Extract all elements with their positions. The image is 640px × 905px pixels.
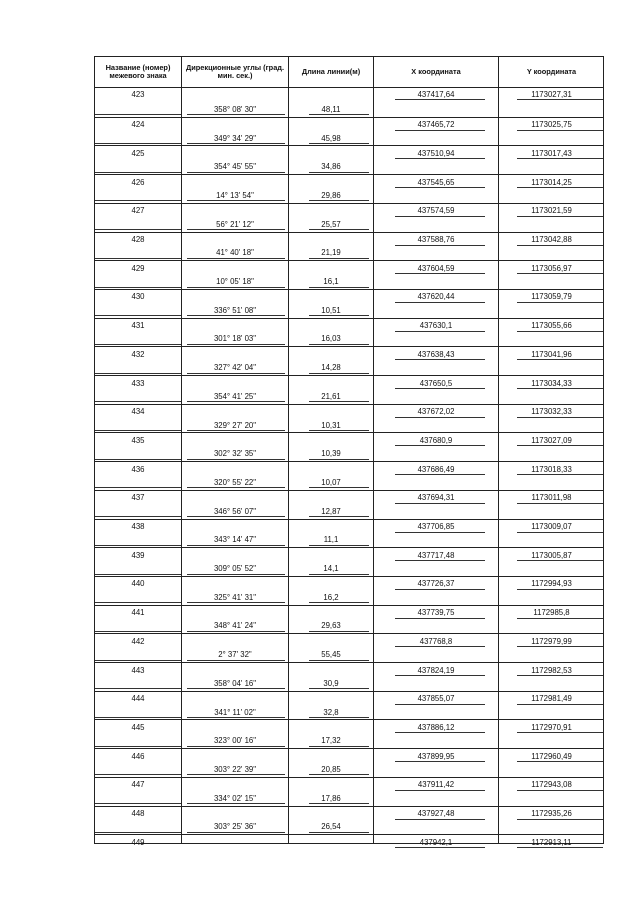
point-name: 447 (131, 780, 145, 790)
y-coordinate: 1173005,87 (531, 550, 572, 560)
line-length: 16,03 (321, 334, 341, 344)
cell-underline (395, 847, 485, 848)
line-length: 14,28 (321, 363, 341, 373)
cell-underline (95, 114, 181, 115)
x-coordinate: 437638,43 (417, 349, 455, 359)
y-coordinate: 1173032,33 (531, 407, 572, 417)
point-name: 446 (131, 751, 145, 761)
cell-underline (95, 172, 181, 173)
line-length: 55,45 (321, 650, 341, 660)
cell-underline (309, 200, 369, 201)
cell-underline (309, 258, 369, 259)
table-row (95, 662, 603, 677)
direction-angle: 358° 04' 16" (213, 678, 257, 688)
y-coordinate: 1173017,43 (531, 148, 572, 158)
segment-row (95, 676, 603, 690)
cell-underline (309, 172, 369, 173)
x-coordinate: 437604,59 (417, 263, 455, 273)
cell-underline (187, 373, 285, 374)
x-coordinate: 437899,95 (417, 751, 455, 761)
cell-underline (309, 459, 369, 460)
direction-angle: 320° 55' 22" (213, 477, 257, 487)
cell-underline (187, 832, 285, 833)
table-row (95, 547, 603, 562)
cell-underline (95, 373, 181, 374)
segment-row (95, 361, 603, 375)
point-name: 434 (131, 407, 145, 417)
table-row (95, 461, 603, 476)
cell-underline (95, 258, 181, 259)
direction-angle: 358° 08' 30" (213, 104, 257, 114)
segment-row (95, 762, 603, 776)
y-coordinate: 1173059,79 (531, 292, 572, 302)
cell-underline (309, 344, 369, 345)
point-name: 440 (131, 579, 145, 589)
cell-underline (95, 287, 181, 288)
x-coordinate: 437680,9 (419, 435, 453, 445)
table-row (95, 289, 603, 304)
table-row (95, 375, 603, 390)
point-name: 432 (131, 349, 145, 359)
direction-angle: 348° 41' 24" (213, 621, 257, 631)
line-length: 10,31 (321, 420, 341, 430)
line-length: 29,63 (321, 621, 341, 631)
cell-underline (95, 660, 181, 661)
line-length: 12,87 (321, 506, 341, 516)
table-row (95, 87, 603, 101)
line-length: 26,54 (321, 822, 341, 832)
cell-underline (187, 631, 285, 632)
cell-underline (309, 287, 369, 288)
line-length: 10,07 (321, 477, 341, 487)
x-coordinate: 437927,48 (417, 809, 455, 818)
y-coordinate: 1173056,97 (531, 263, 572, 273)
point-name: 444 (131, 694, 145, 704)
line-length: 45,98 (321, 133, 341, 143)
cell-underline (309, 229, 369, 230)
segment-row (95, 418, 603, 432)
cell-underline (187, 459, 285, 460)
y-coordinate: 1172979,99 (531, 636, 572, 646)
y-coordinate: 1173027,09 (531, 435, 572, 445)
point-name: 426 (131, 177, 145, 187)
cell-underline (95, 631, 181, 632)
cell-underline (95, 545, 181, 546)
line-length: 25,57 (321, 219, 341, 229)
segment-row (95, 504, 603, 518)
point-name: 445 (131, 722, 145, 732)
cell-underline (187, 660, 285, 661)
table-row (95, 117, 603, 132)
cell-underline (309, 143, 369, 144)
segment-row (95, 217, 603, 231)
cell-underline (187, 430, 285, 431)
direction-angle: 343° 14' 47" (213, 535, 257, 545)
point-name: 430 (131, 292, 145, 302)
cell-underline (95, 602, 181, 603)
y-coordinate: 1172913,11 (531, 837, 572, 847)
segment-row (95, 131, 603, 145)
table-row (95, 490, 603, 505)
y-coordinate: 1172960,49 (531, 751, 572, 761)
cell-underline (309, 114, 369, 115)
x-coordinate: 437694,31 (417, 493, 455, 503)
segment-row (95, 791, 603, 805)
table-row (95, 174, 603, 189)
table-row (95, 260, 603, 275)
direction-angle: 41° 40' 18" (216, 248, 254, 258)
y-coordinate: 1173014,25 (531, 177, 572, 187)
point-name: 435 (131, 435, 145, 445)
line-length: 17,86 (321, 793, 341, 803)
cell-underline (187, 516, 285, 517)
cell-underline (309, 774, 369, 775)
cell-underline (95, 487, 181, 488)
point-name: 441 (131, 608, 145, 618)
segment-row (95, 734, 603, 748)
y-coordinate: 1173018,33 (531, 464, 572, 474)
point-name: 443 (131, 665, 145, 675)
segment-row (95, 389, 603, 403)
direction-angle: 325° 41' 31" (213, 592, 257, 602)
table-row (95, 719, 603, 734)
line-length: 20,85 (321, 764, 341, 774)
y-coordinate: 1172985,8 (533, 608, 570, 618)
direction-angle: 341° 11' 02" (214, 707, 256, 717)
line-length: 17,32 (321, 736, 341, 746)
cell-underline (309, 401, 369, 402)
cell-underline (95, 143, 181, 144)
table-row (95, 404, 603, 419)
segment-row (95, 188, 603, 202)
table-row (95, 633, 603, 648)
point-name: 428 (131, 235, 145, 244)
direction-angle: 349° 34' 29" (213, 133, 257, 143)
x-coordinate: 437726,37 (417, 579, 455, 589)
point-name: 425 (131, 148, 145, 158)
direction-angle: 354° 45' 55" (213, 162, 257, 172)
cell-underline (187, 287, 285, 288)
point-name: 438 (131, 522, 145, 531)
table-row (95, 576, 603, 591)
table-row (95, 806, 603, 821)
segment-row (95, 332, 603, 346)
direction-angle: 2° 37' 32" (218, 650, 252, 660)
x-coordinate: 437630,1 (419, 321, 453, 331)
x-coordinate: 437706,85 (417, 522, 455, 531)
cell-underline (517, 99, 603, 100)
cell-underline (187, 258, 285, 259)
direction-angle: 303° 22' 39" (213, 764, 257, 774)
x-coordinate: 437672,02 (417, 407, 455, 417)
segment-row (95, 447, 603, 461)
cell-underline (187, 487, 285, 488)
direction-angle: 14° 13' 54" (216, 190, 254, 200)
table-row (95, 605, 603, 620)
segment-row (95, 619, 603, 633)
header-angle: Дирекционные углы (град. мин. сек.) (185, 62, 285, 80)
cell-underline (95, 344, 181, 345)
cell-underline (187, 143, 285, 144)
table-row (95, 432, 603, 447)
cell-underline (187, 803, 285, 804)
header-y: Y координата (526, 66, 577, 76)
table-body (95, 88, 603, 847)
direction-angle: 334° 02' 15" (213, 793, 257, 803)
point-name: 437 (131, 493, 145, 503)
x-coordinate: 437768,8 (419, 636, 453, 646)
cell-underline (95, 401, 181, 402)
segment-row (95, 475, 603, 489)
direction-angle: 56° 21' 12" (216, 219, 254, 229)
cell-underline (187, 717, 285, 718)
y-coordinate: 1173042,88 (531, 235, 572, 244)
segment-row (95, 160, 603, 174)
y-coordinate: 1173021,59 (531, 206, 572, 216)
direction-angle: 309° 05' 52" (213, 564, 257, 573)
cell-underline (95, 516, 181, 517)
point-name: 442 (131, 636, 145, 646)
cell-underline (309, 746, 369, 747)
point-name: 436 (131, 464, 145, 474)
table-row (95, 346, 603, 361)
point-name: 423 (131, 89, 145, 99)
y-coordinate: 1173011,98 (531, 493, 572, 503)
cell-underline (95, 803, 181, 804)
cell-underline (309, 545, 369, 546)
table-row (95, 691, 603, 706)
point-name: 424 (131, 120, 145, 130)
direction-angle: 346° 56' 07" (213, 506, 257, 516)
cell-underline (95, 717, 181, 718)
segment-row (95, 303, 603, 317)
cell-underline (187, 200, 285, 201)
point-name: 427 (131, 206, 145, 216)
line-length: 29,86 (321, 190, 341, 200)
x-coordinate: 437650,5 (419, 378, 453, 388)
y-coordinate: 1172981,49 (531, 694, 572, 704)
point-name: 448 (131, 809, 145, 818)
segment-row (95, 275, 603, 289)
direction-angle: 302° 32' 35" (213, 449, 257, 459)
x-coordinate: 437717,48 (417, 550, 455, 560)
cell-underline (395, 99, 485, 100)
segment-row (95, 705, 603, 719)
point-name: 431 (131, 321, 145, 331)
segment-row (95, 590, 603, 604)
cell-underline (187, 114, 285, 115)
cell-underline (95, 229, 181, 230)
cell-underline (187, 229, 285, 230)
x-coordinate: 437886,12 (417, 722, 455, 732)
table-row (95, 318, 603, 333)
table-row (95, 834, 603, 849)
table-row (95, 777, 603, 792)
point-name: 449 (131, 837, 145, 847)
boundary-points-table (94, 56, 604, 847)
cell-underline (309, 660, 369, 661)
line-length: 48,11 (321, 104, 341, 114)
line-length: 16,2 (323, 592, 339, 602)
cell-underline (95, 459, 181, 460)
x-coordinate: 437545,65 (417, 177, 455, 187)
cell-underline (95, 574, 181, 575)
point-name: 433 (131, 378, 145, 388)
segment-row (95, 102, 603, 116)
cell-underline (309, 430, 369, 431)
cell-underline (95, 430, 181, 431)
y-coordinate: 1172935,26 (531, 809, 572, 818)
direction-angle: 336° 51' 08" (213, 305, 257, 315)
cell-underline (187, 746, 285, 747)
segment-row (95, 648, 603, 662)
direction-angle: 10° 05' 18" (216, 277, 254, 286)
table-row (95, 519, 603, 534)
cell-underline (309, 717, 369, 718)
y-coordinate: 1173027,31 (531, 89, 572, 99)
y-coordinate: 1173025,75 (531, 120, 572, 130)
x-coordinate: 437465,72 (417, 120, 455, 130)
line-length: 21,19 (321, 248, 341, 258)
x-coordinate: 437824,19 (417, 665, 455, 675)
x-coordinate: 437588,76 (417, 235, 455, 244)
cell-underline (95, 832, 181, 833)
cell-underline (95, 315, 181, 316)
header-name: Название (номер) межевого знака (105, 62, 171, 80)
header-x: X координата (411, 66, 461, 76)
direction-angle: 303° 25' 36" (213, 822, 257, 832)
line-length: 11,1 (323, 535, 339, 545)
cell-underline (187, 315, 285, 316)
cell-underline (187, 172, 285, 173)
table-row (95, 203, 603, 218)
table-row (95, 748, 603, 763)
x-coordinate: 437855,07 (417, 694, 455, 704)
cell-underline (309, 373, 369, 374)
cell-underline (187, 688, 285, 689)
line-length: 32,8 (323, 707, 339, 717)
cell-underline (187, 602, 285, 603)
cell-underline (187, 774, 285, 775)
line-length: 14,1 (323, 564, 339, 573)
y-coordinate: 1173041,96 (531, 349, 572, 359)
x-coordinate: 437574,59 (417, 206, 455, 216)
cell-underline (309, 315, 369, 316)
direction-angle: 329° 27' 20" (213, 420, 257, 430)
y-coordinate: 1173034,33 (531, 378, 572, 388)
cell-underline (95, 688, 181, 689)
cell-underline (309, 487, 369, 488)
line-length: 30,9 (323, 678, 339, 688)
y-coordinate: 1172994,93 (531, 579, 572, 589)
x-coordinate: 437686,49 (417, 464, 455, 474)
y-coordinate: 1173055,66 (531, 321, 572, 331)
line-length: 10,39 (321, 449, 341, 459)
segment-row (95, 533, 603, 547)
x-coordinate: 437417,64 (417, 89, 455, 99)
cell-underline (309, 631, 369, 632)
cell-underline (309, 803, 369, 804)
point-name: 429 (131, 263, 145, 273)
direction-angle: 301° 18' 03" (213, 334, 257, 344)
header-length: Длина линии(м) (301, 66, 361, 76)
y-coordinate: 1173009,07 (531, 522, 572, 531)
cell-underline (187, 401, 285, 402)
cell-underline (187, 545, 285, 546)
direction-angle: 323° 00' 16" (213, 736, 257, 746)
y-coordinate: 1172982,53 (531, 665, 572, 675)
cell-underline (517, 847, 603, 848)
segment-row (95, 562, 603, 576)
segment-row (95, 246, 603, 260)
line-length: 34,86 (321, 162, 341, 172)
line-length: 16,1 (323, 277, 339, 286)
x-coordinate: 437911,42 (417, 780, 455, 790)
segment-row (95, 820, 603, 834)
cell-underline (309, 832, 369, 833)
table-row (95, 145, 603, 160)
table-row (95, 232, 603, 247)
direction-angle: 327° 42' 04" (213, 363, 257, 373)
cell-underline (95, 746, 181, 747)
cell-underline (95, 200, 181, 201)
direction-angle: 354° 41' 25" (213, 391, 257, 401)
x-coordinate: 437620,44 (417, 292, 455, 302)
cell-underline (309, 602, 369, 603)
cell-underline (309, 688, 369, 689)
point-name: 439 (131, 550, 145, 560)
y-coordinate: 1172943,08 (531, 780, 572, 790)
y-coordinate: 1172970,91 (531, 722, 572, 732)
cell-underline (187, 574, 285, 575)
line-length: 21,61 (321, 391, 341, 401)
x-coordinate: 437942,1 (419, 837, 453, 847)
cell-underline (187, 344, 285, 345)
cell-underline (95, 774, 181, 775)
line-length: 10,51 (321, 305, 341, 315)
x-coordinate: 437739,75 (417, 608, 455, 618)
x-coordinate: 437510,94 (417, 148, 455, 158)
cell-underline (309, 574, 369, 575)
cell-underline (309, 516, 369, 517)
